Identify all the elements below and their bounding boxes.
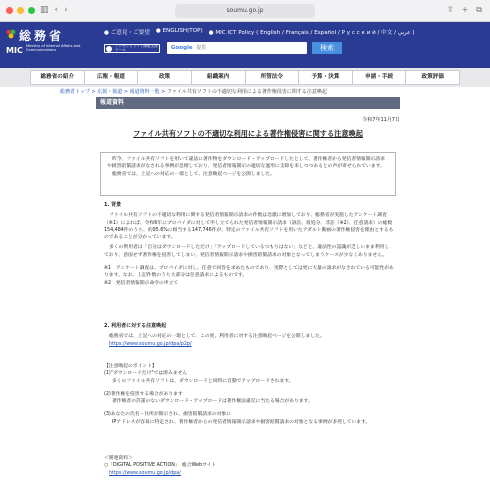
- point-title: (3)あなたの氏名・住所が開示され、損害賠償請求の対象に: [104, 412, 232, 418]
- breadcrumb-press[interactable]: 広報・報道: [97, 89, 123, 95]
- gnav-item-policy[interactable]: 政策: [138, 71, 192, 84]
- english-top-link[interactable]: ● ENGLISH(TOP): [155, 28, 203, 34]
- forward-icon[interactable]: ›: [64, 5, 68, 15]
- summary-paragraph: 総務省では、上記への対応の一環として、注意喚起ページを公開しました。: [112, 171, 275, 177]
- gnav-item-evaluation[interactable]: 政策評価: [421, 74, 444, 80]
- page-title: ファイル共有ソフトの不適切な利用による著作権侵害に関する注意喚起: [133, 129, 363, 138]
- close-window-button[interactable]: [6, 7, 13, 14]
- section-heading: 1. 背景: [104, 202, 122, 208]
- breadcrumb-home[interactable]: 総務省トップ: [60, 89, 90, 95]
- new-tab-icon[interactable]: +: [461, 5, 469, 14]
- accessibility-tool-link[interactable]: アクセシビリティ閲覧支援ツール: [104, 44, 160, 53]
- section-label: 報道資料: [96, 97, 400, 109]
- gnav-item-press[interactable]: 広報・報道: [85, 71, 139, 84]
- paragraph: 総務省では、上記への対応の一環として、この度、利用者に対する注意喚起ページを公開しました。: [109, 334, 325, 340]
- gnav-item-organization[interactable]: 組織案内: [192, 71, 246, 84]
- sidebar-icon[interactable]: ▥: [40, 5, 49, 15]
- logo-mic: MIC: [6, 46, 23, 55]
- summary-box: [100, 152, 396, 196]
- related-item: ○「DIGITAL POSITIVE ACTION」 総合Webサイト: [104, 463, 217, 469]
- accessibility-icon: [106, 46, 112, 52]
- footnote: ※2 発信者情報開示命令の申立て: [104, 280, 179, 286]
- window-controls: [6, 7, 35, 14]
- point-desc: 著作権者の許諾のないダウンロード・アップロードは著作権法違反に当たる場合があります。: [112, 399, 313, 405]
- breadcrumb-press-list[interactable]: 報道資料一覧: [129, 89, 160, 95]
- section-notice: [104, 323, 394, 348]
- point-desc: 多くのファイル共有ソフトは、ダウンロードと同時に自動でアップロードされます。: [112, 378, 294, 384]
- related-link[interactable]: https://www.soumu.go.jp/dpa/: [109, 470, 181, 476]
- browser-toolbar: [0, 0, 490, 22]
- back-icon[interactable]: ‹: [54, 5, 59, 15]
- related-materials: [104, 455, 394, 477]
- gnav-item-about[interactable]: 総務省の紹介: [31, 71, 85, 84]
- notice-page-link[interactable]: https://www.soumu.go.jp/dpa/p2p/: [109, 341, 192, 347]
- point-title: (1)"ダウンロードだけ"では済みません: [104, 371, 188, 377]
- browser-actions: [447, 5, 482, 15]
- feedback-link[interactable]: ● ご意見・ご要望: [104, 30, 150, 36]
- summary-paragraph: 昨今、ファイル共有ソフトを用いて違法に著作物をダウンロード・アップロードしたとして、著作権者から発信者情報開示請求や損害賠償請求がなされる事例が急増しており、発信者情報開示の適切な運用に支障を来しつつあるとの声が寄せられています。: [107, 157, 385, 170]
- points-heading: 【注意喚起のポイント】: [104, 364, 157, 369]
- global-nav: [30, 70, 460, 85]
- breadcrumb-current: ファイル共有ソフトの不適切な利用による著作権侵害に関する注意喚起: [167, 89, 327, 95]
- paragraph: 多くの利用者は「自分はダウンロードしただけ」「アップロードしているつもりはない」などと、違法性の認識が乏しいまま利用しており、意図せず著作権を侵害してしまい、発信者情報開示請求や損害賠償請求の対象となってしまうケースが少なくありません。: [104, 245, 390, 258]
- related-heading: ＜関連資料＞: [104, 456, 133, 461]
- header-links: [104, 28, 414, 36]
- zoom-window-button[interactable]: [28, 7, 35, 14]
- main-content: [0, 87, 490, 488]
- site-search-input[interactable]: [167, 42, 307, 54]
- search-button-label: 検索: [320, 44, 334, 52]
- google-brand: Google: [171, 45, 193, 51]
- minimize-window-button[interactable]: [17, 7, 24, 14]
- search-button[interactable]: [312, 42, 342, 54]
- browser-nav: [40, 5, 68, 15]
- point-desc: IPアドレスが容易に特定され、著作権者からの発信者情報開示請求や損害賠償請求の対象となる事例が多発しています。: [112, 419, 371, 425]
- search-placeholder: 提供: [196, 45, 207, 51]
- point-title: (2)著作権を侵害する場合があります: [104, 391, 183, 397]
- gnav-item-budget[interactable]: 予算・決算: [299, 71, 353, 84]
- release-date: 令和7年11月7日: [362, 117, 400, 123]
- logo-mark-icon: [6, 29, 16, 39]
- footnote: ※1 アンケート調査は、プロバイダに対し、任意で回答を求めたものであり、実際としては更に大量の請求がなされている可能性があります。なお、上記件数のうち大部分は任意請求によるものです。: [104, 266, 394, 279]
- gnav-item-applications[interactable]: 申請・手続: [353, 71, 407, 84]
- section-heading: 2. 利用者に対する注意喚起: [104, 323, 167, 329]
- breadcrumb: 総務省トップ > 広報・報道 > 報道資料一覧 > ファイル共有ソフトの不適切な利用による著作権侵害に関する注意喚起: [60, 89, 327, 95]
- logo-subtitle: Ministry of Internal Affairs and Communications: [26, 44, 81, 53]
- logo-name: 総務省: [19, 29, 65, 43]
- tab-overview-icon[interactable]: ⧉: [476, 5, 482, 14]
- address-bar[interactable]: soumu.go.jp: [175, 4, 315, 18]
- ict-policy-link[interactable]: ● MIC ICT Policy ( English / Français / Español / Р у с с к и й / 中文 / عربي ): [208, 30, 415, 36]
- section-background: [104, 202, 394, 287]
- gnav-item-laws[interactable]: 所管法令: [246, 71, 300, 84]
- site-logo[interactable]: [6, 27, 86, 63]
- key-points: [104, 363, 394, 426]
- paragraph: ファイル共有ソフトの不適切な利用に関する発信者情報開示請求の件数は急激に増加しており、総務省が実施したアンケート調査（※1）によれば、令和6年にプロバイダに対して申し立てられた発信者情報開示請求（訴訟、仮処分、非訟（※2）、任意請求）の総数154,484件のうち、約95.6%に相当する147,746件が、特定のファイル共有ソフトを用いたアダルト動画の著作権侵害を理由とするものであることが分かっています。: [104, 213, 394, 241]
- site-header: [0, 22, 490, 68]
- share-icon[interactable]: ⇪: [446, 5, 454, 14]
